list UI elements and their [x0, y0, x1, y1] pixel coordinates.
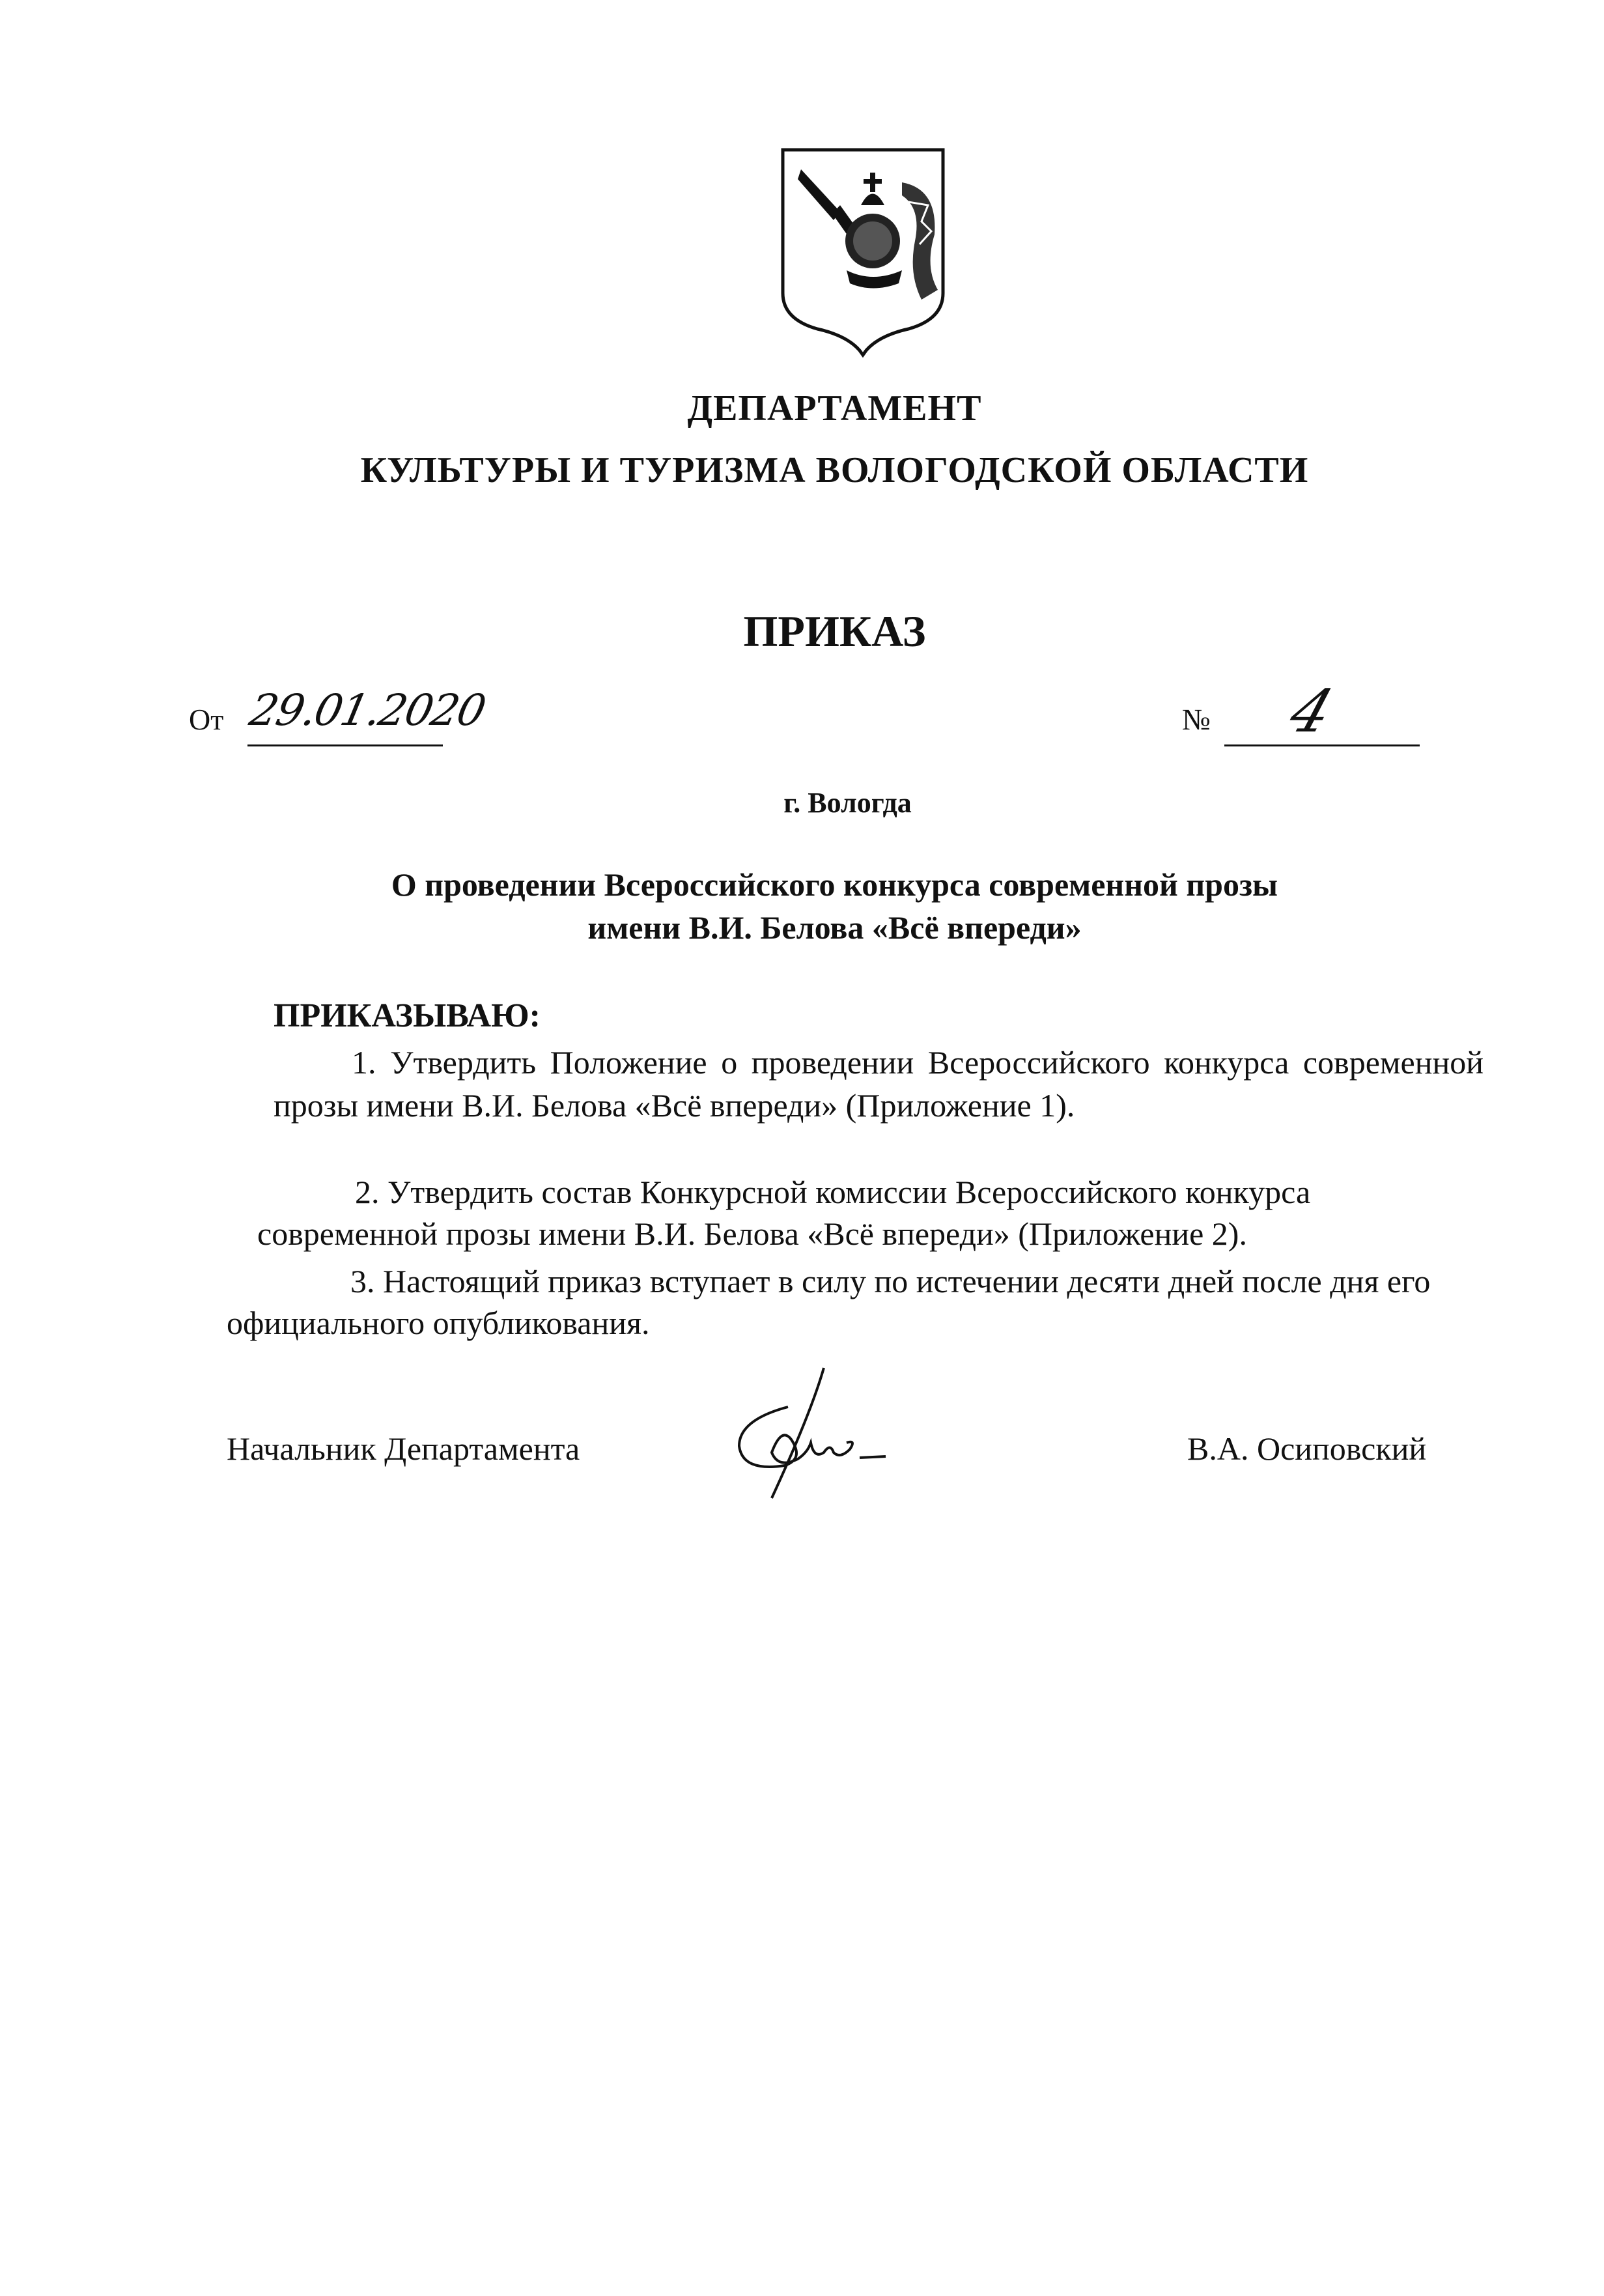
department-name-line1: ДЕПАРТАМЕНТ — [687, 388, 982, 429]
subject-line1: О проведении Всероссийского конкурса современной прозы — [391, 866, 1278, 903]
coat-of-arms-icon — [775, 143, 951, 358]
subject-line2: имени В.И. Белова «Всё впереди» — [587, 909, 1082, 946]
order-item-1: 1. Утвердить Положение о проведении Всероссийского конкурса современной прозы имени В.И. Белова «Всё впереди» (Приложение 1). — [274, 1044, 1484, 1124]
order-item-2: 2. Утвердить состав Конкурсной комиссии Всероссийского конкурса современной прозы имени В.И. Белова «Всё впереди» (Приложение 2). — [257, 1174, 1311, 1252]
date-label: От — [189, 703, 224, 736]
signature-icon — [726, 1361, 895, 1511]
signatory-name: В.А. Осиповский — [1187, 1430, 1427, 1467]
number-value-handwritten: 4 — [1281, 677, 1342, 746]
city-name: г. Вологда — [783, 787, 912, 819]
date-underline — [247, 744, 443, 746]
command-heading: ПРИКАЗЫВАЮ: — [274, 997, 541, 1034]
number-underline — [1224, 744, 1420, 746]
date-value-handwritten: 29.01.2020 — [245, 685, 490, 735]
number-label: № — [1182, 703, 1211, 736]
signatory-title: Начальник Департамента — [227, 1430, 580, 1467]
order-subject — [0, 863, 1604, 949]
department-name-line2: КУЛЬТУРЫ И ТУРИЗМА ВОЛОГОДСКОЙ ОБЛАСТИ — [360, 450, 1309, 490]
document-type-title: ПРИКАЗ — [743, 606, 926, 656]
order-item-3: 3. Настоящий приказ вступает в силу по истечении десяти дней после дня его официального опубликования. — [227, 1263, 1431, 1341]
